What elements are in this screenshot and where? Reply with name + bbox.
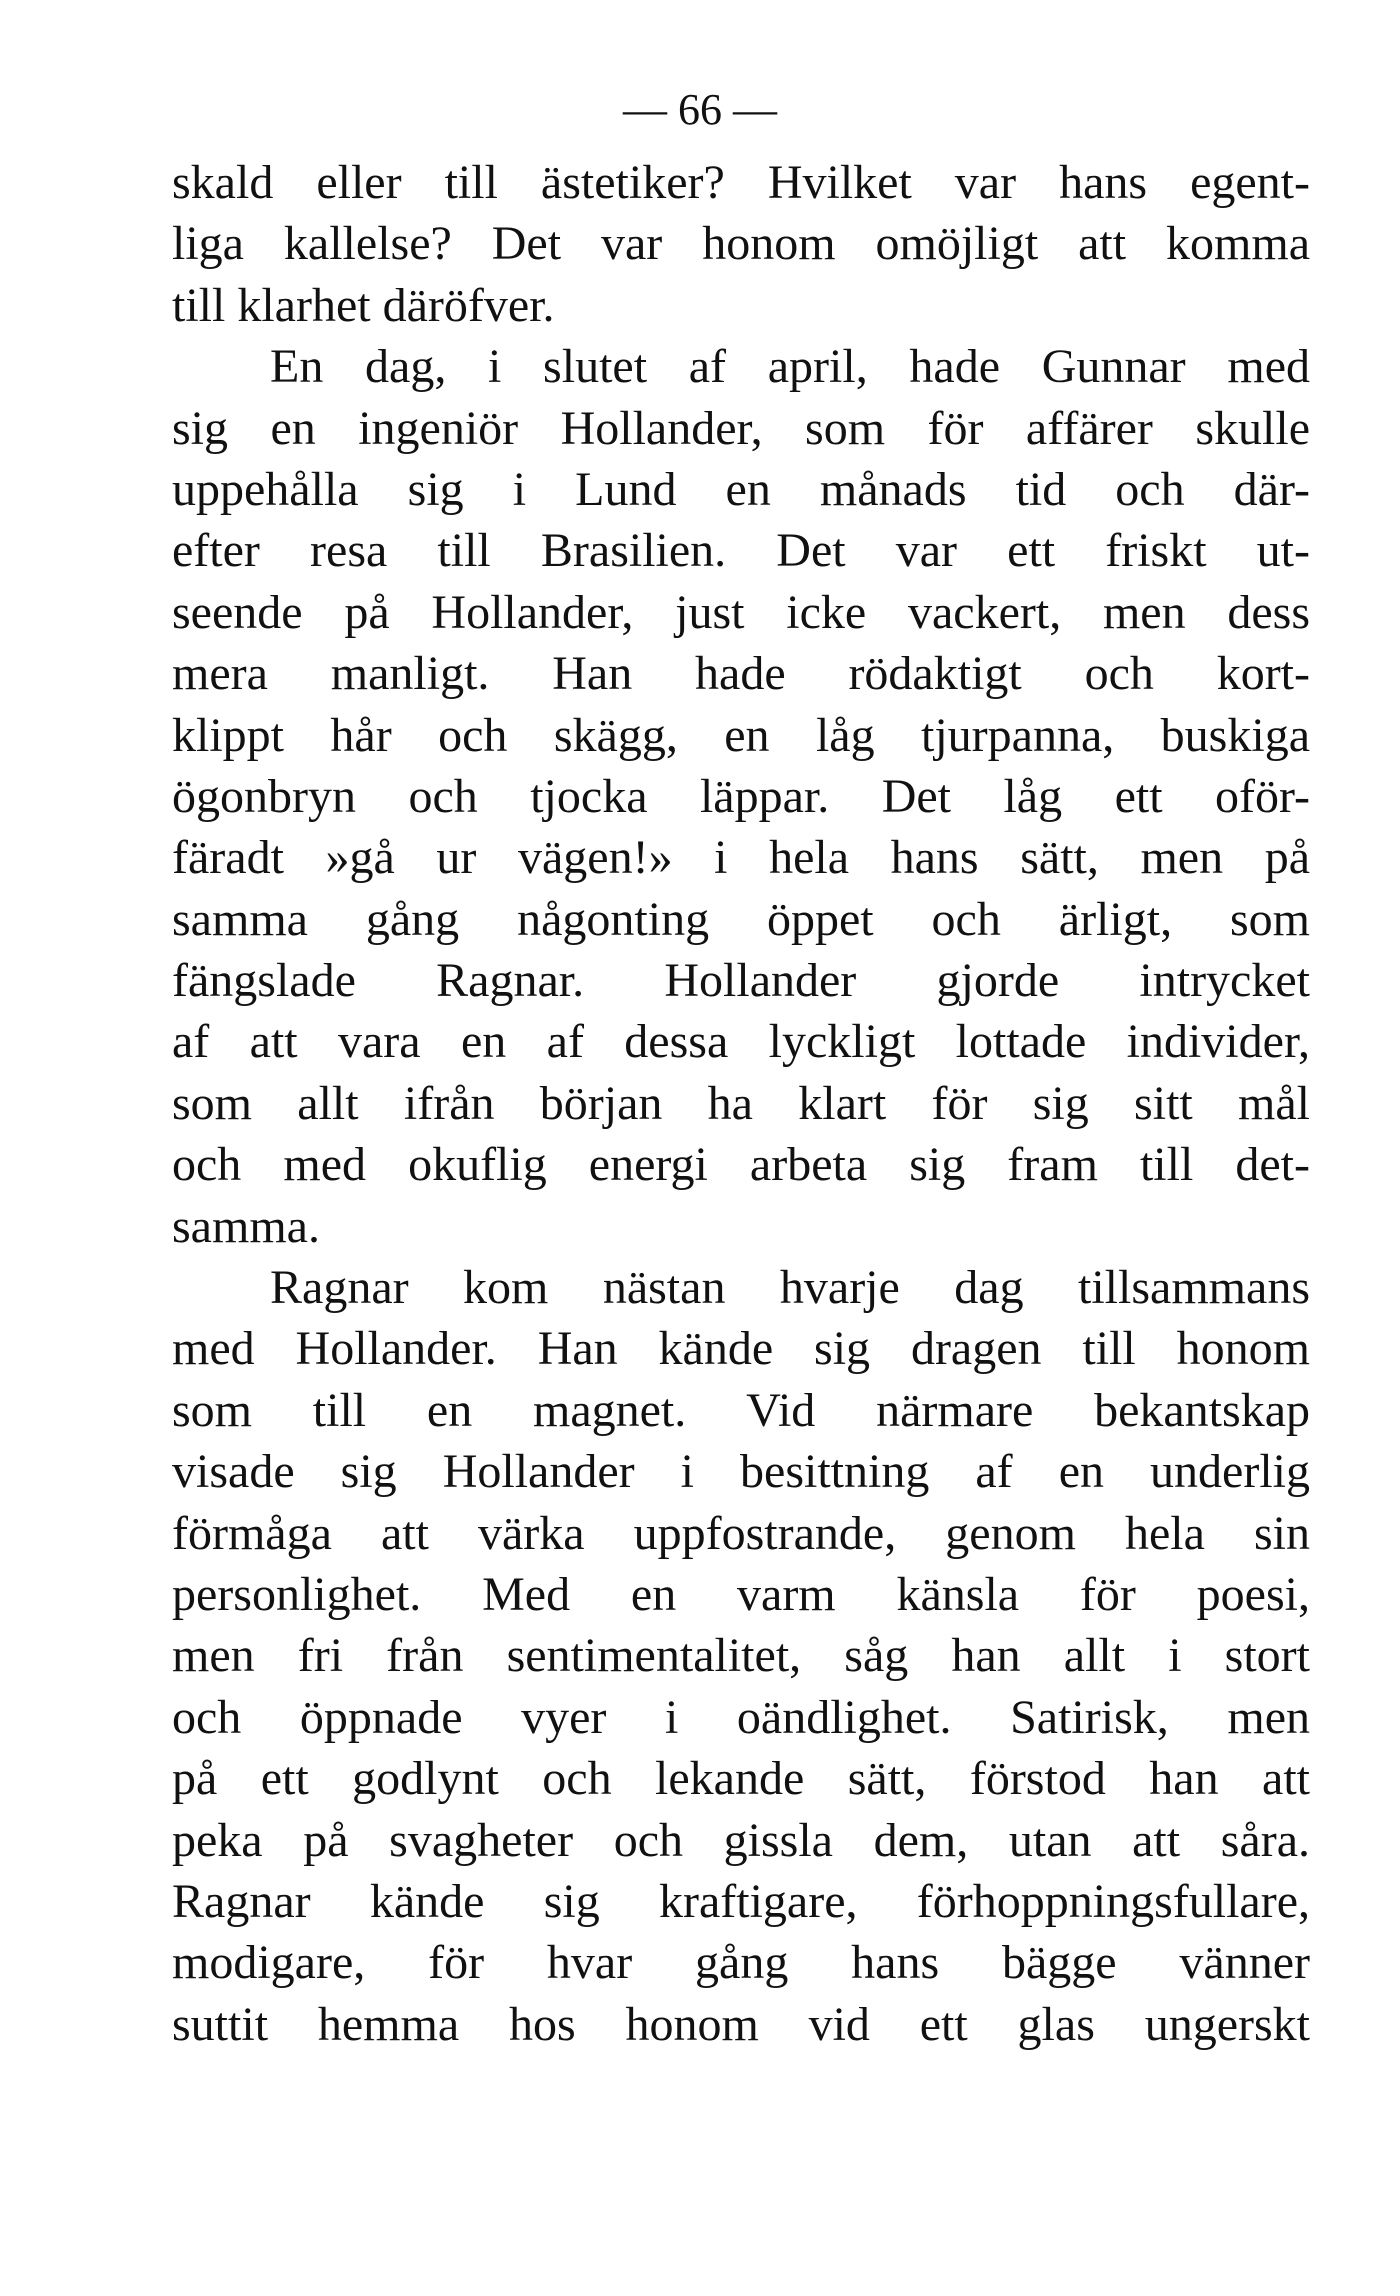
text-line: Ragnar kände sig kraftigare, förhoppningsfullare,	[172, 1874, 1310, 1928]
text-line: En dag, i slutet af april, hade Gunnar med	[270, 340, 1310, 394]
text-line: sig en ingeniör Hollander, som för affärer skulle	[172, 401, 1310, 455]
text-line: Ragnar kom nästan hvarje dag tillsammans	[270, 1261, 1310, 1315]
text-line: mera manligt. Han hade rödaktigt och kort-	[172, 647, 1310, 701]
paragraph	[172, 152, 1310, 336]
text-line: suttit hemma hos honom vid ett glas ungerskt	[172, 1997, 1310, 2051]
text-line: samma gång någonting öppet och ärligt, som	[172, 892, 1310, 946]
text-line: af att vara en af dessa lyckligt lottade individer,	[172, 1015, 1310, 1069]
text-line: som allt ifrån början ha klart för sig sitt mål	[172, 1076, 1310, 1130]
text-line: peka på svagheter och gissla dem, utan att såra.	[172, 1813, 1310, 1867]
text-line: och öppnade vyer i oändlighet. Satirisk, men	[172, 1690, 1310, 1744]
text-line: som till en magnet. Vid närmare bekantskap	[172, 1383, 1310, 1437]
text-line: skald eller till ästetiker? Hvilket var hans egent-	[172, 156, 1310, 209]
text-line: med Hollander. Han kände sig dragen till honom	[172, 1322, 1310, 1376]
page-number: — 66 —	[623, 85, 777, 134]
text-line: liga kallelse? Det var honom omöjligt att komma	[172, 217, 1310, 271]
body-text	[172, 152, 1310, 2055]
text-line: på ett godlynt och lekande sätt, förstod han att	[172, 1752, 1310, 1806]
text-line: fängslade Ragnar. Hollander gjorde intrycket	[172, 954, 1310, 1008]
paragraph	[172, 1257, 1310, 2055]
paragraph	[172, 336, 1310, 1257]
text-line: färadt »gå ur vägen!» i hela hans sätt, men på	[172, 831, 1310, 885]
text-line: personlighet. Med en varm känsla för poesi,	[172, 1567, 1310, 1621]
text-line: och med okuflig energi arbeta sig fram till det-	[172, 1138, 1310, 1192]
text-line: modigare, för hvar gång hans bägge vänner	[172, 1936, 1310, 1990]
text-line: till klarhet däröfver.	[172, 278, 555, 332]
text-line: ögonbryn och tjocka läppar. Det låg ett oför-	[172, 769, 1310, 823]
text-line: seende på Hollander, just icke vackert, men dess	[172, 585, 1310, 639]
text-line: men fri från sentimentalitet, såg han allt i stort	[172, 1629, 1310, 1683]
text-line: förmåga att värka uppfostrande, genom hela sin	[172, 1506, 1310, 1560]
text-line: klippt hår och skägg, en låg tjurpanna, buskiga	[172, 708, 1310, 762]
text-line: visade sig Hollander i besittning af en underlig	[172, 1445, 1310, 1499]
text-line: efter resa till Brasilien. Det var ett friskt ut-	[172, 524, 1310, 578]
text-line: uppehålla sig i Lund en månads tid och där-	[172, 462, 1310, 516]
text-line: samma.	[172, 1199, 320, 1253]
